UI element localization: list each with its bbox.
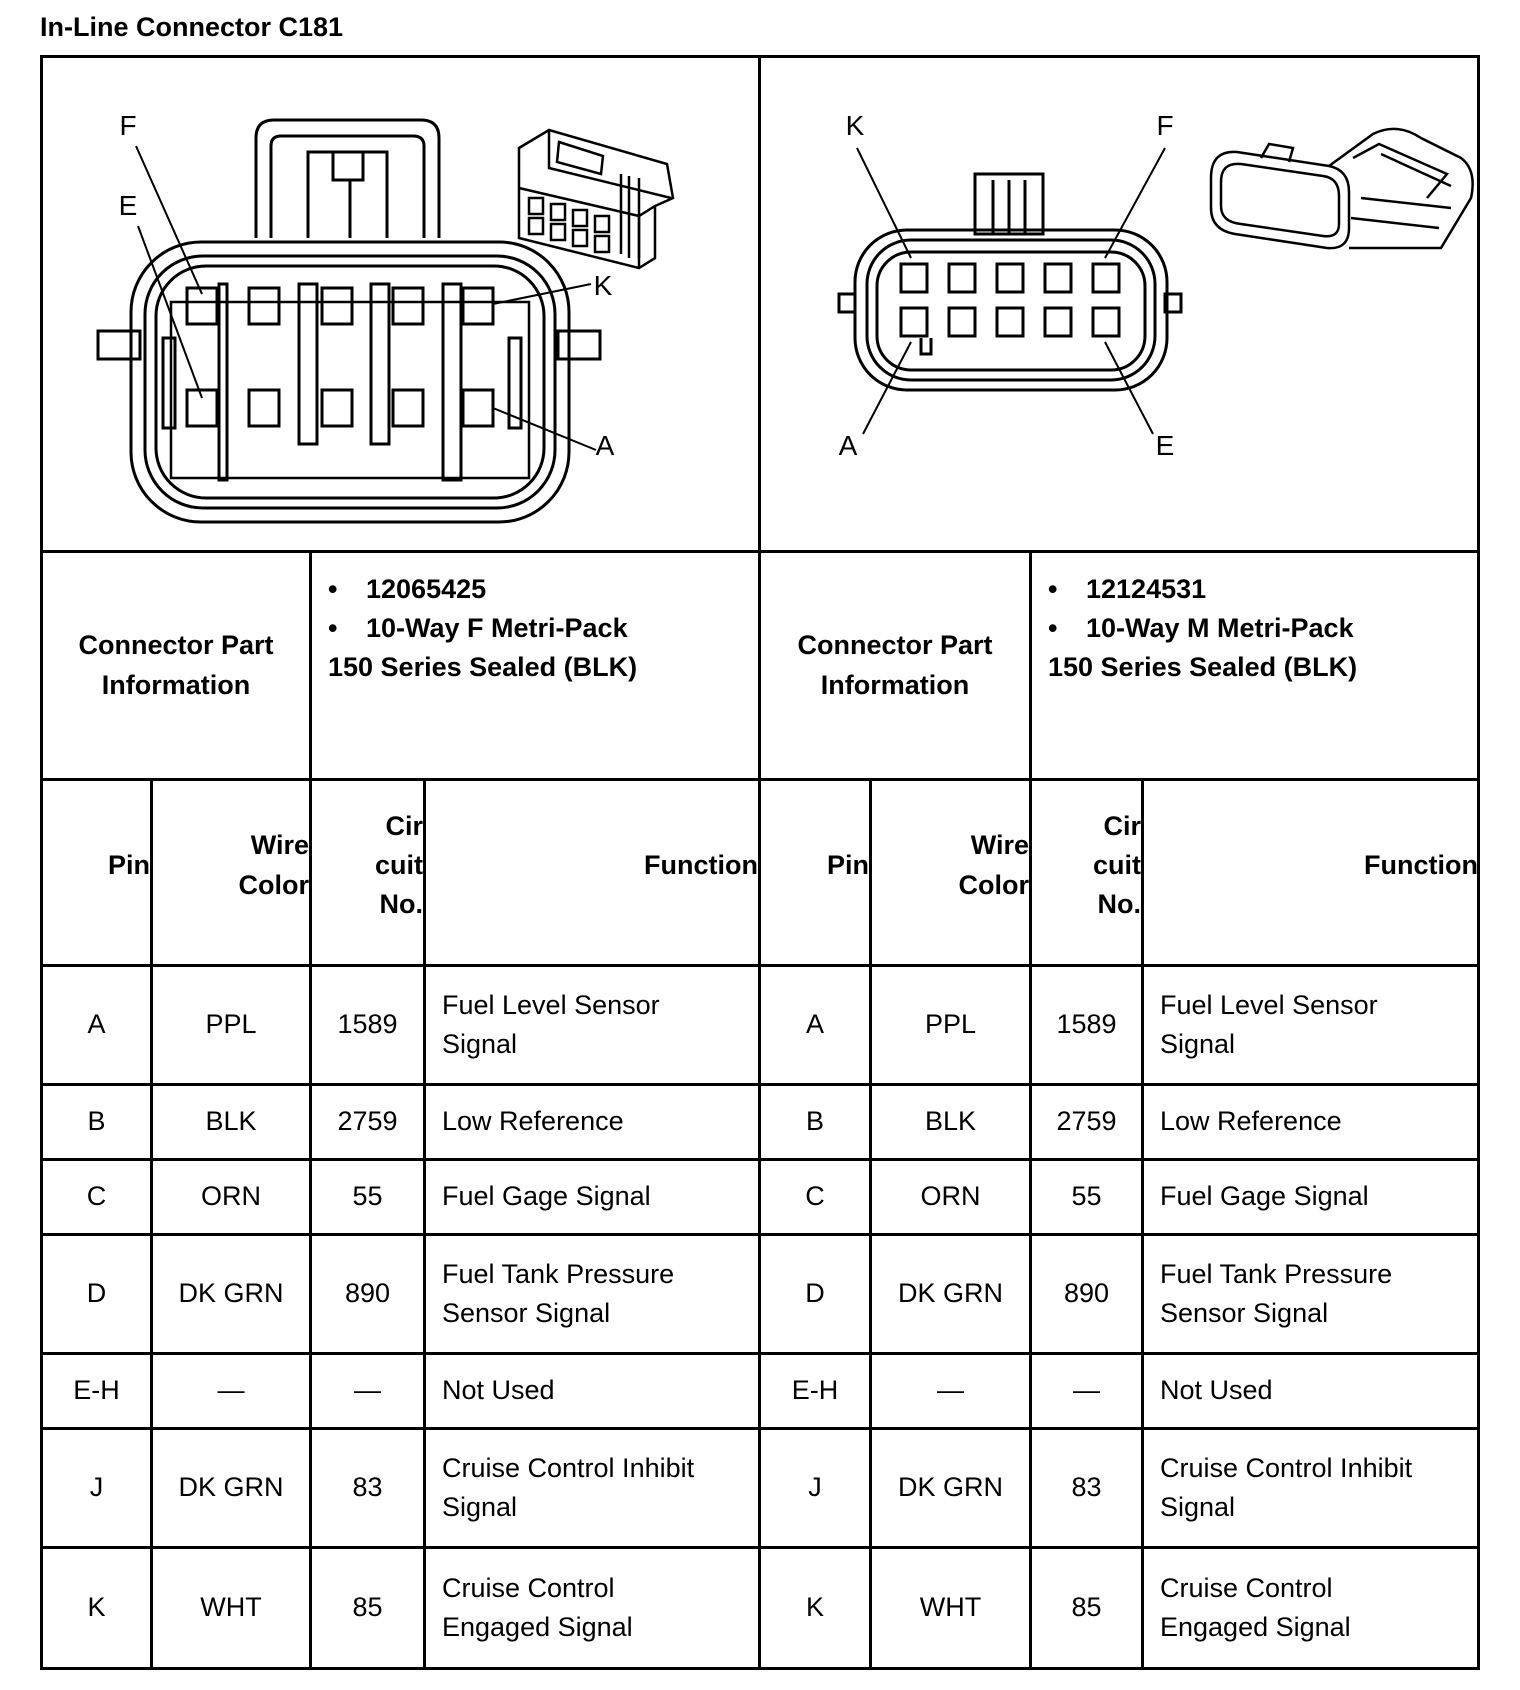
circuit-number-cell: 1589 <box>1056 1009 1117 1040</box>
pin-cell: A <box>805 1009 824 1040</box>
part-info-label <box>43 553 309 778</box>
column-header-circuit-no-text: Cir <box>385 810 423 841</box>
pin-label-a: A <box>838 429 858 461</box>
pin-label-f: F <box>119 109 137 141</box>
function-cell <box>426 1161 758 1233</box>
wire-color-cell: DK GRN <box>897 1278 1003 1309</box>
column-header-pin <box>761 781 869 964</box>
pin-cell: D <box>86 1278 107 1309</box>
function-text: Sensor Signal <box>1160 1298 1329 1328</box>
column-header-circuit-no <box>1032 781 1141 964</box>
column-header-circuit-no <box>312 781 423 964</box>
function-cell <box>426 1236 758 1352</box>
part-description: 10-Way F Metri-Pack <box>366 613 628 643</box>
part-number: 12124531 <box>1086 574 1207 604</box>
pin-label-a: A <box>595 429 615 461</box>
wire-color-cell: BLK <box>205 1106 257 1137</box>
function-text: Cruise Control <box>442 1572 615 1603</box>
part-info-label-line: Information <box>101 669 251 700</box>
page-title: In-Line Connector C181 <box>40 12 344 42</box>
wire-color-cell: WHT <box>200 1592 262 1623</box>
circuit-number-cell: 1589 <box>337 1009 398 1040</box>
wire-color-cell: DK GRN <box>897 1472 1003 1503</box>
circuit-number-cell: 2759 <box>337 1106 398 1137</box>
circuit-number-cell: 83 <box>1071 1472 1102 1503</box>
function-text: Signal <box>1160 1492 1236 1522</box>
female-connector-diagram <box>43 58 758 552</box>
column-header-wire-color <box>872 781 1029 964</box>
column-header-wire-color-text: Wire <box>250 830 309 861</box>
part-series: 150 Series Sealed (BLK) <box>328 652 638 682</box>
function-text: Fuel Gage Signal <box>1160 1181 1369 1212</box>
function-cell <box>1144 1086 1478 1158</box>
right-part-info: • 12124531 • 10-Way M Metri-Pack 150 Series Sealed (BLK) <box>1048 570 1357 687</box>
pin-cell: B <box>87 1106 106 1137</box>
column-header-wire-color-text: Color <box>238 869 309 900</box>
circuit-number-cell: 55 <box>352 1181 383 1212</box>
circuit-number-cell: 55 <box>1071 1181 1102 1212</box>
pin-cell: J <box>89 1472 104 1503</box>
circuit-number-cell: 890 <box>344 1278 391 1309</box>
pin-cell: J <box>808 1472 822 1503</box>
function-cell <box>1144 1549 1478 1667</box>
function-text: Cruise Control Inhibit <box>1160 1452 1413 1483</box>
part-info-label <box>761 553 1029 778</box>
part-series: 150 Series Sealed (BLK) <box>1048 652 1358 682</box>
function-cell <box>1144 1161 1478 1233</box>
function-cell <box>1144 967 1478 1083</box>
wire-color-cell: PPL <box>205 1009 257 1040</box>
pin-label-k: K <box>593 269 613 301</box>
wire-color-cell: DK GRN <box>178 1278 284 1309</box>
column-header-circuit-no-text: No. <box>379 889 423 920</box>
column-header-wire-color-text: Color <box>958 869 1029 900</box>
function-cell <box>426 967 758 1083</box>
column-header-function <box>1144 781 1478 964</box>
column-header-circuit-no-text: No. <box>1097 889 1141 920</box>
part-number: 12065425 <box>366 574 487 604</box>
pin-cell: K <box>805 1592 824 1623</box>
part-description: 10-Way M Metri-Pack <box>1086 613 1354 643</box>
function-text: Engaged Signal <box>442 1612 633 1642</box>
pin-cell: C <box>805 1181 825 1212</box>
circuit-number-cell: 85 <box>1071 1592 1102 1623</box>
divider <box>1029 550 1032 780</box>
function-text: Fuel Level Sensor <box>1160 989 1378 1020</box>
function-text: Sensor Signal <box>442 1298 611 1328</box>
function-text: Fuel Gage Signal <box>442 1181 651 1212</box>
pin-cell: E-H <box>791 1375 839 1406</box>
wire-color-cell: — <box>937 1375 964 1406</box>
circuit-number-cell: 85 <box>352 1592 383 1623</box>
circuit-number-cell: 890 <box>1063 1278 1110 1309</box>
part-info-label-line: Information <box>820 669 970 700</box>
circuit-number-cell: — <box>1073 1375 1100 1406</box>
function-text: Fuel Level Sensor <box>442 989 660 1020</box>
function-text: Engaged Signal <box>1160 1612 1351 1642</box>
function-cell <box>426 1549 758 1667</box>
function-cell <box>426 1086 758 1158</box>
divider <box>309 550 312 780</box>
wire-color-cell: ORN <box>201 1181 261 1212</box>
column-header-wire-color <box>153 781 309 964</box>
column-header-pin <box>43 781 150 964</box>
wire-color-cell: PPL <box>924 1009 977 1040</box>
part-info-label-line: Connector Part <box>797 630 993 661</box>
function-text: Signal <box>1160 1029 1236 1059</box>
function-text: Not Used <box>442 1375 555 1406</box>
function-cell <box>426 1430 758 1546</box>
function-cell <box>426 1355 758 1427</box>
left-part-info: • 12065425 • 10-Way F Metri-Pack 150 Series Sealed (BLK) <box>328 570 637 687</box>
circuit-number-cell: 2759 <box>1056 1106 1117 1137</box>
column-header-function-text: Function <box>644 849 758 880</box>
pin-cell: D <box>805 1278 825 1309</box>
column-header-function <box>426 781 758 964</box>
column-header-circuit-no-text: cuit <box>1092 849 1141 880</box>
wire-color-cell: DK GRN <box>178 1472 284 1503</box>
pin-label-k: K <box>845 109 865 141</box>
function-cell <box>1144 1236 1478 1352</box>
function-text: Signal <box>442 1029 518 1059</box>
function-cell <box>1144 1355 1478 1427</box>
function-text: Cruise Control Inhibit <box>442 1452 695 1483</box>
part-info-label-line: Connector Part <box>78 630 274 661</box>
column-header-function-text: Function <box>1364 849 1478 880</box>
column-header-wire-color-text: Wire <box>970 830 1029 861</box>
pin-cell: B <box>805 1106 824 1137</box>
pin-cell: K <box>87 1592 106 1623</box>
column-header-circuit-no-text: cuit <box>374 849 423 880</box>
function-text: Low Reference <box>442 1106 624 1137</box>
pin-label-e: E <box>1155 429 1175 461</box>
function-text: Signal <box>442 1492 518 1522</box>
function-text: Fuel Tank Pressure <box>1160 1258 1393 1289</box>
circuit-number-cell: 83 <box>352 1472 383 1503</box>
pin-cell: A <box>87 1009 106 1040</box>
wire-color-cell: ORN <box>920 1181 981 1212</box>
function-text: Cruise Control <box>1160 1572 1333 1603</box>
function-cell <box>1144 1430 1478 1546</box>
wire-color-cell: — <box>217 1375 245 1406</box>
pin-label-e: E <box>118 189 138 221</box>
pin-cell: C <box>86 1181 107 1212</box>
function-text: Low Reference <box>1160 1106 1342 1137</box>
wire-color-cell: BLK <box>924 1106 977 1137</box>
circuit-number-cell: — <box>354 1375 381 1406</box>
pin-label-f: F <box>1156 109 1174 141</box>
column-header-pin-text: Pin <box>826 849 869 880</box>
function-text: Fuel Tank Pressure <box>442 1258 675 1289</box>
column-header-circuit-no-text: Cir <box>1103 810 1141 841</box>
function-text: Not Used <box>1160 1375 1273 1406</box>
pin-cell: E-H <box>73 1375 120 1406</box>
column-header-pin-text: Pin <box>107 849 150 880</box>
wire-color-cell: WHT <box>919 1592 982 1623</box>
